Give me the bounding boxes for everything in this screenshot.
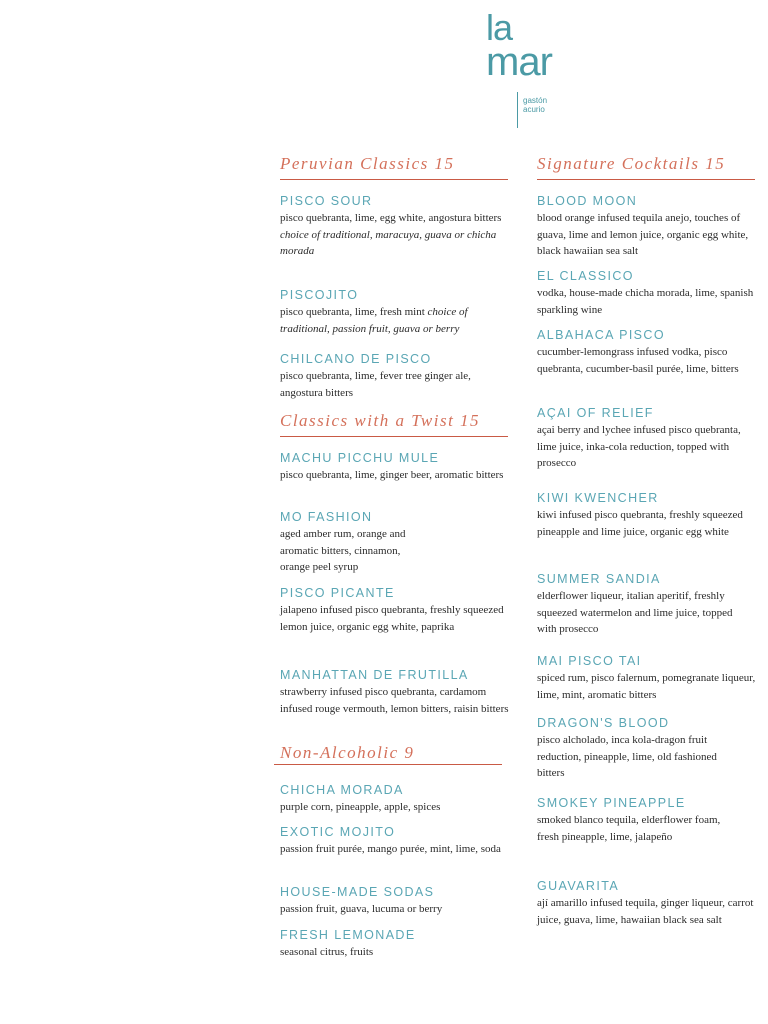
section-title-signature: Signature Cocktails 15 [537, 154, 726, 173]
menu-item [280, 667, 514, 717]
menu-item-name: MAI PISCO TAI [537, 654, 642, 668]
section-rule-twist [280, 436, 508, 437]
menu-item-description: spiced rum, pisco falernum, pomegranate liqueur, lime, mint, aromatic bitters [537, 672, 756, 701]
menu-item-description: vodka, house-made chicha morada, lime, spanish sparkling wine [537, 287, 754, 316]
menu-item-note: choice of traditional, passion fruit, guava or berry [280, 306, 468, 335]
menu-item-description: jalapeno infused pisco quebranta, freshly squeezed lemon juice, organic egg white, paprika [280, 604, 504, 633]
menu-item [280, 193, 514, 260]
menu-item [537, 268, 759, 318]
section-title-nonalcoholic: Non-Alcoholic 9 [280, 743, 415, 762]
menu-item [537, 571, 759, 638]
menu-item-description: cucumber-lemongrass infused vodka, pisco quebranta, cucumber-basil purée, lime, bitters [537, 346, 739, 375]
menu-item-description [280, 210, 514, 260]
section-rule-signature [537, 179, 755, 180]
menu-item-name: BLOOD MOON [537, 194, 638, 208]
menu-item-description: passion fruit, guava, lucuma or berry [280, 903, 443, 915]
menu-item-description: purple corn, pineapple, apple, spices [280, 801, 441, 813]
menu-item [280, 927, 514, 961]
logo-mar: mar [486, 40, 552, 84]
logo-divider [517, 92, 518, 128]
menu-item-name: FRESH LEMONADE [280, 928, 416, 942]
restaurant-logo [486, 7, 586, 130]
menu-item [537, 653, 759, 703]
menu-item [280, 287, 514, 337]
menu-item-name: MACHU PICCHU MULE [280, 451, 440, 465]
menu-item-name: EL CLASSICO [537, 269, 634, 283]
menu-item-description: blood orange infused tequila anejo, touches of guava, lime and lemon juice, organic egg white, black hawaiian sea salt [537, 212, 749, 258]
menu-item-description [280, 304, 514, 337]
menu-item [280, 824, 514, 858]
menu-item-note: choice of traditional, maracuya, guava or chicha morada [280, 228, 497, 258]
menu-item-description: pisco quebranta, lime, fever tree ginger ale, angostura bitters [280, 370, 471, 399]
menu-item [280, 585, 514, 635]
menu-item-name: SUMMER SANDIA [537, 572, 661, 586]
logo-chef-name [523, 96, 573, 114]
menu-item-description: aged amber rum, orange and aromatic bitters, cinnamon, orange peel syrup [280, 528, 406, 574]
menu-item [280, 782, 514, 816]
menu-item-ingredients: pisco quebranta, lime, fresh mint [280, 306, 428, 318]
menu-item-description: pisco quebranta, lime, ginger beer, aromatic bitters [280, 469, 504, 481]
menu-item-description: ají amarillo infused tequila, ginger liqueur, carrot juice, guava, lime, hawaiian black sea salt [537, 897, 754, 926]
menu-item [537, 878, 759, 928]
menu-item-name: PISCOJITO [280, 288, 359, 302]
menu-item-name: ALBAHACA PISCO [537, 328, 665, 342]
menu-item-name: MANHATTAN DE FRUTILLA [280, 668, 469, 682]
section-rule-peruvian [280, 179, 508, 180]
menu-item-name: SMOKEY PINEAPPLE [537, 796, 686, 810]
menu-item [537, 715, 759, 782]
menu-item [280, 351, 514, 401]
menu-item-name: KIWI KWENCHER [537, 491, 659, 505]
section-title-twist: Classics with a Twist 15 [280, 411, 481, 430]
logo-la: la [486, 7, 513, 48]
menu-item [537, 405, 759, 472]
menu-item [537, 327, 759, 377]
menu-item-description: passion fruit purée, mango purée, mint, lime, soda [280, 843, 501, 855]
menu-item [537, 795, 759, 845]
menu-item-description: strawberry infused pisco quebranta, cardamom infused rouge vermouth, lemon bitters, raisin bitters [280, 686, 509, 715]
menu-item-description: pisco alcholado, inca kola-dragon fruit reduction, pineapple, lime, old fashioned bitters [537, 734, 717, 780]
menu-item-description: smoked blanco tequila, elderflower foam, fresh pineapple, lime, jalapeño [537, 814, 721, 843]
section-rule-nonalcoholic [274, 764, 502, 765]
menu-item-name: EXOTIC MOJITO [280, 825, 396, 839]
menu-item [537, 490, 759, 540]
menu-item-ingredients: pisco quebranta, lime, egg white, angostura bitters [280, 212, 502, 224]
menu-item-name: PISCO SOUR [280, 194, 373, 208]
menu-item-description: açai berry and lychee infused pisco quebranta, lime juice, inka-cola reduction, topped with prosecco [537, 424, 741, 470]
menu-item-name: PISCO PICANTE [280, 586, 395, 600]
menu-item-description: elderflower liqueur, italian aperitif, freshly squeezed watermelon and lime juice, topped with prosecco [537, 590, 733, 636]
menu-item [280, 884, 514, 918]
logo-chef-last: acurio [523, 105, 545, 114]
menu-item-description: seasonal citrus, fruits [280, 946, 374, 958]
menu-item-name: CHICHA MORADA [280, 783, 404, 797]
menu-item [280, 509, 514, 576]
menu-item [280, 450, 514, 484]
menu-item [537, 193, 759, 260]
menu-item-name: MO FASHION [280, 510, 373, 524]
menu-item-name: CHILCANO DE PISCO [280, 352, 432, 366]
menu-item-name: GUAVARITA [537, 879, 620, 893]
section-title-peruvian: Peruvian Classics 15 [280, 154, 455, 173]
menu-item-name: AÇAI OF RELIEF [537, 406, 654, 420]
menu-item-name: HOUSE-MADE SODAS [280, 885, 435, 899]
logo-chef-first: gastón [523, 96, 548, 105]
menu-item-name: DRAGON'S BLOOD [537, 716, 670, 730]
menu-item-description: kiwi infused pisco quebranta, freshly squeezed pineapple and lime juice, organic egg white [537, 509, 743, 538]
